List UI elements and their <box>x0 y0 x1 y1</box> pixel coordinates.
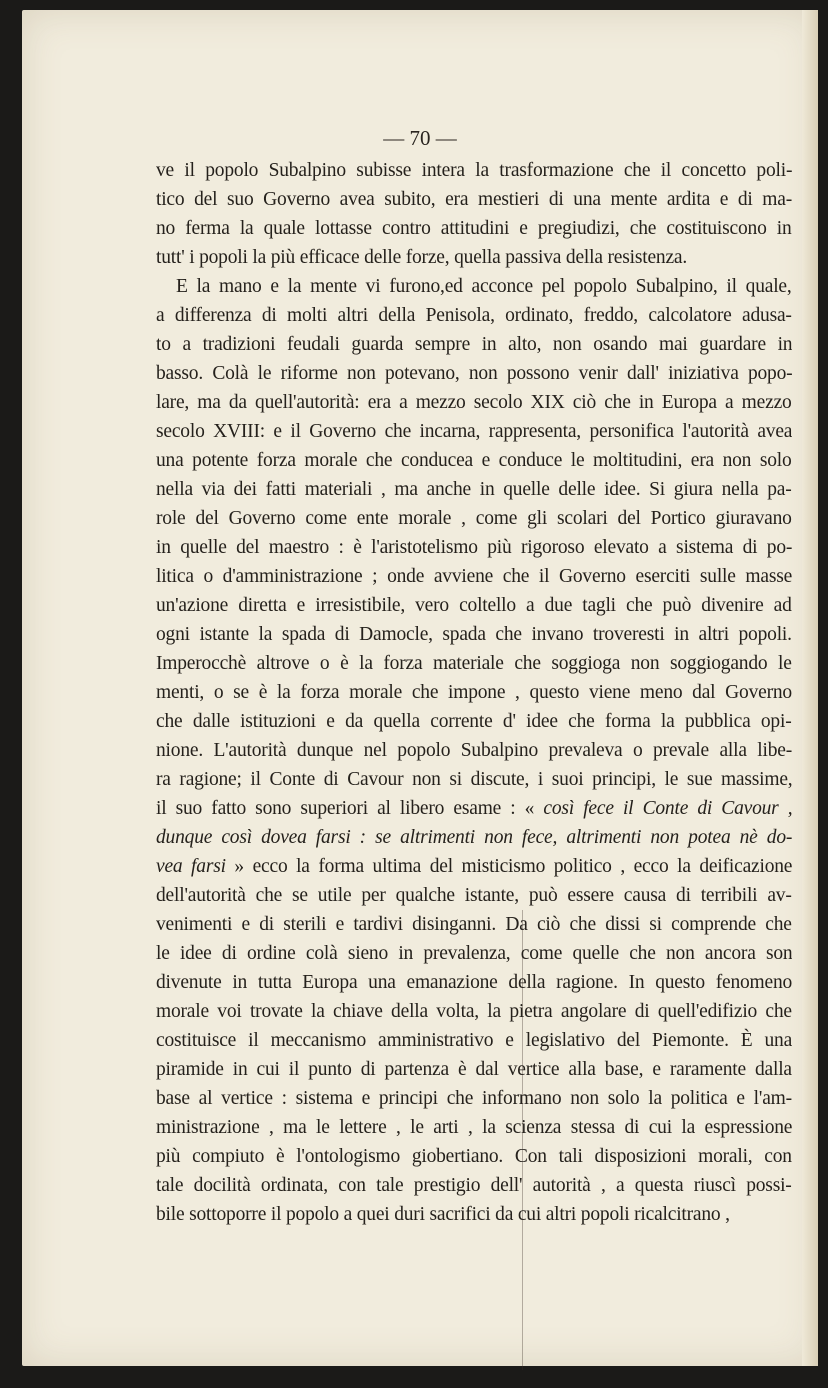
italic-quote: vea farsi <box>156 856 226 877</box>
text-line: a differenza di molti altri della Penisola, ordinato, freddo, calcolatore adusa- <box>156 305 792 326</box>
text-line: divenute in tutta Europa una emanazione della ragione. In questo fenomeno <box>156 972 792 993</box>
text-line: base al vertice : sistema e principi che informano non solo la politica e l'am- <box>156 1088 792 1109</box>
text-line: ogni istante la spada di Damocle, spada che invano troveresti in altri popoli. <box>156 624 792 645</box>
text-line: lare, ma da quell'autorità: era a mezzo secolo XIX ciò che in Europa a mezzo <box>156 392 792 413</box>
text-line: dell'autorità che se utile per qualche istante, può essere causa di terribili av- <box>156 885 792 906</box>
text-line: to a tradizioni feudali guarda sempre in alto, non osando mai guardare in <box>156 334 792 355</box>
text-line: E la mano e la mente vi furono,ed acconce pel popolo Subalpino, il quale, <box>176 276 792 297</box>
text-line: le idee di ordine colà sieno in prevalenza, come quelle che non ancora son <box>156 943 792 964</box>
page-edge <box>802 10 818 1366</box>
text-line: menti, o se è la forza morale che impone , questo viene meno dal Governo <box>156 682 792 703</box>
text-line: ra ragione; il Conte di Cavour non si discute, i suoi principi, le sue massime, <box>156 769 792 790</box>
text-line: un'azione diretta e irresistibile, vero coltello a due tagli che può divenire ad <box>156 595 792 616</box>
text-line: ve il popolo Subalpino subisse intera la trasformazione che il concetto poli- <box>156 160 792 181</box>
text-line: bile sottoporre il popolo a quei duri sacrifici da cui altri popoli ricalcitrano , <box>156 1204 730 1225</box>
text-line: piramide in cui il punto di partenza è dal vertice alla base, e raramente dalla <box>156 1059 792 1080</box>
book-page <box>22 10 818 1366</box>
text-line: secolo XVIII: e il Governo che incarna, rappresenta, personifica l'autorità avea <box>156 421 792 442</box>
text-line: vea farsi » ecco la forma ultima del misticismo politico , ecco la deificazione <box>156 856 792 877</box>
italic-quote: così fece il Conte di Cavour , <box>543 798 792 819</box>
text-line: costituisce il meccanismo amministrativo e legislativo del Piemonte. È una <box>156 1030 792 1051</box>
text-line: Imperocchè altrove o è la forza materiale che soggioga non soggiogando le <box>156 653 792 674</box>
text-line: nella via dei fatti materiali , ma anche in quelle delle idee. Si giura nella pa- <box>156 479 792 500</box>
text-line: nione. L'autorità dunque nel popolo Subalpino prevaleva o prevale alla libe- <box>156 740 792 761</box>
italic-quote: dunque così dovea farsi : se altrimenti non fece, altrimenti non potea nè do- <box>156 827 792 848</box>
text-line: litica o d'amministrazione ; onde avviene che il Governo eserciti sulle masse <box>156 566 792 587</box>
text-line <box>156 823 792 852</box>
text-line: role del Governo come ente morale , come gli scolari del Portico giuravano <box>156 508 792 529</box>
body-text <box>156 156 792 1229</box>
text-line: ministrazione , ma le lettere , le arti , la scienza stessa di cui la espressione <box>156 1117 792 1138</box>
text-line: tale docilità ordinata, con tale prestigio dell' autorità , a questa riuscì possi- <box>156 1175 792 1196</box>
text-line: venimenti e di sterili e tardivi disinganni. Da ciò che dissi si comprende che <box>156 914 792 935</box>
page-number: — 70 — <box>383 126 457 150</box>
text-line: tico del suo Governo avea subito, era mestieri di una mente ardita e di ma- <box>156 189 792 210</box>
text-line: no ferma la quale lottasse contro attitudini e pregiudizi, che costituiscono in <box>156 218 792 239</box>
text-line: tutt' i popoli la più efficace delle forze, quella passiva della resistenza. <box>156 247 688 268</box>
text-line: in quelle del maestro : è l'aristotelismo più rigoroso elevato a sistema di po- <box>156 537 792 558</box>
text-line: una potente forza morale che conducea e conduce le moltitudini, era non solo <box>156 450 792 471</box>
text-line: che dalle istituzioni e da quella corrente d' idee che forma la pubblica opi- <box>156 711 792 732</box>
text-line: più compiuto è l'ontologismo giobertiano. Con tali disposizioni morali, con <box>156 1146 792 1167</box>
text-line: morale voi trovate la chiave della volta, la pietra angolare di quell'edifizio che <box>156 1001 792 1022</box>
text-line: basso. Colà le riforme non potevano, non possono venir dall' iniziativa popo- <box>156 363 792 384</box>
text-line: il suo fatto sono superiori al libero esame : « così fece il Conte di Cavour , <box>156 798 792 819</box>
